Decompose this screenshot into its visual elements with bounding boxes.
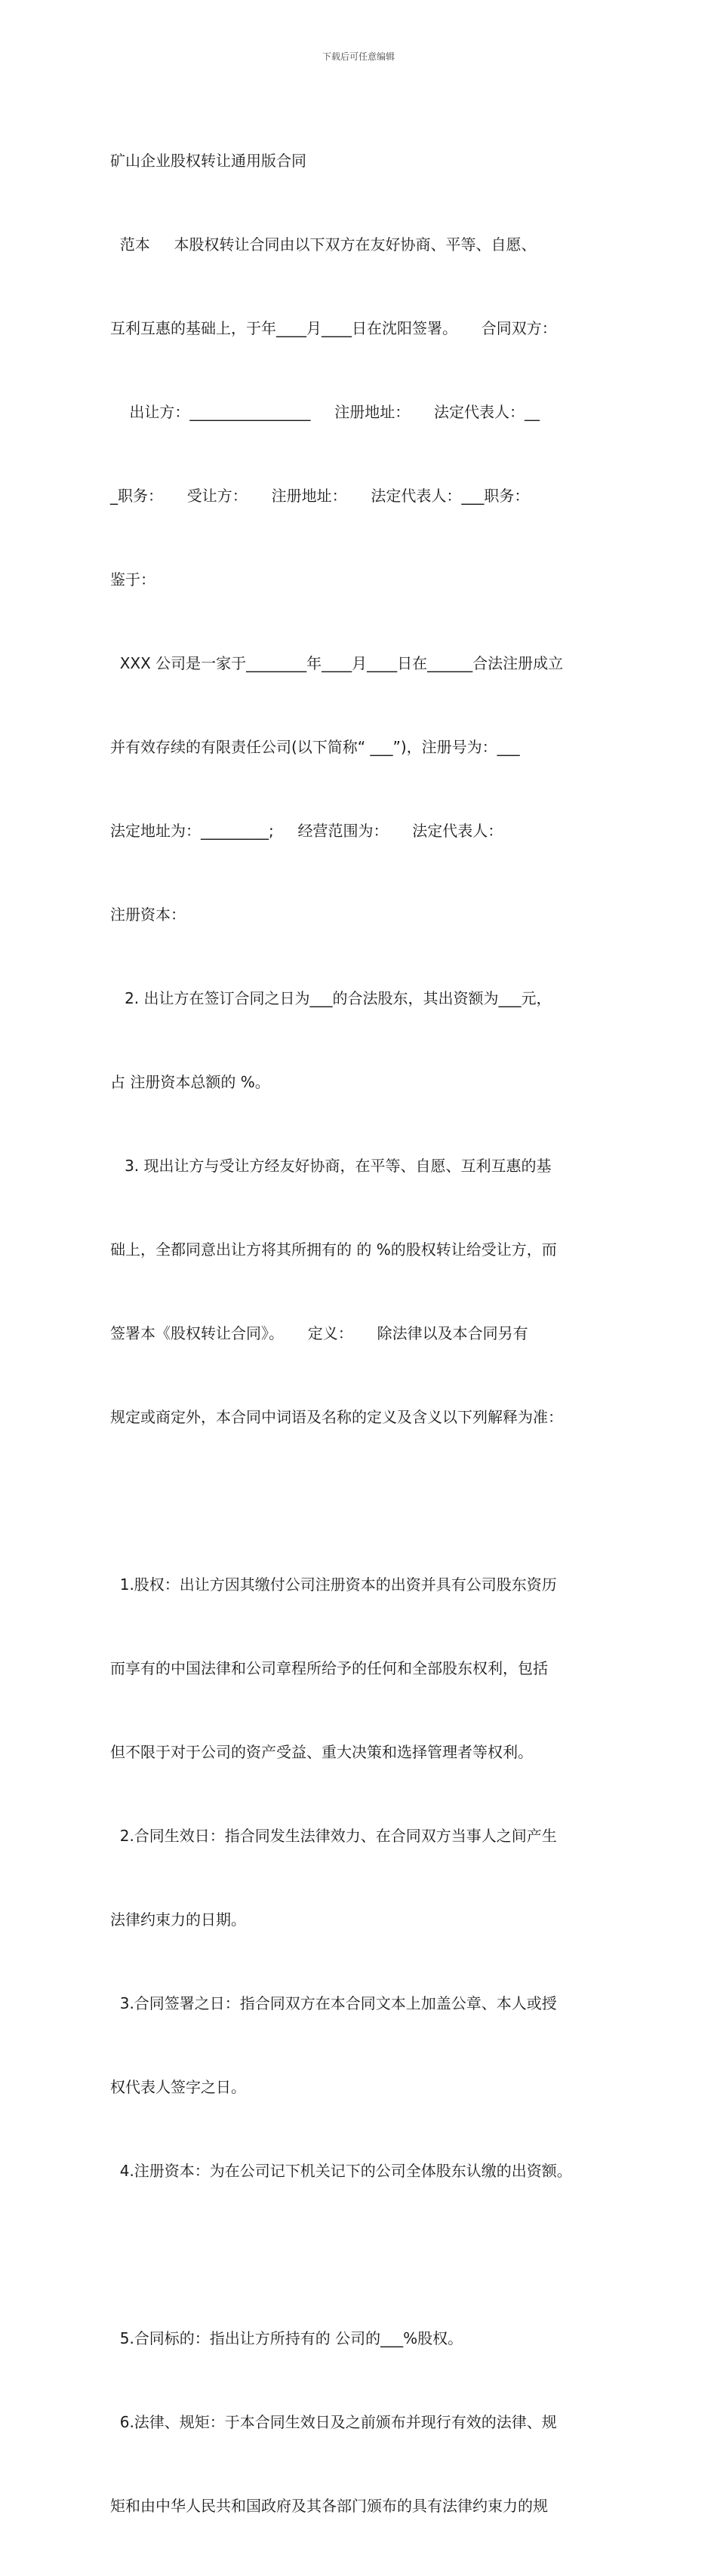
- text-line: 3.合同签署之日：指合同双方在本合同文本上加盖公章、本人或授: [110, 1994, 557, 2012]
- text-line: 权代表人签字之日。: [110, 2078, 246, 2096]
- text-line: 法定地址为：_________; 经营范围为： 法定代表人：: [110, 822, 503, 840]
- text-line: 4.注册资本：为在公司记下机关记下的公司全体股东认缴的出资额。: [110, 2162, 572, 2180]
- text-line: 3. 现出让方与受让方经友好协商，在平等、自愿、互利互惠的基: [110, 1157, 552, 1175]
- document-body: [110, 91, 623, 2576]
- text-line: 规定或商定外，本合同中词语及名称的定义及含义以下列解释为准：: [110, 1408, 563, 1426]
- text-line: 并有效存续的有限责任公司(以下简称“ ___”)，注册号为：___: [110, 738, 520, 756]
- text-line: 出让方：________________ 注册地址： 法定代表人：__: [110, 403, 540, 421]
- text-line: 互利互惠的基础上，于年____月____日在沈阳签署。 合同双方：: [110, 319, 557, 337]
- text-line: 矩和由中华人民共和国政府及其各部门颁布的具有法律约束力的规: [110, 2497, 548, 2515]
- text-line: 6.法律、规矩：于本合同生效日及之前颁布并现行有效的法律、规: [110, 2413, 557, 2431]
- text-line: 1.股权：出让方因其缴付公司注册资本的出资并具有公司股东资历: [110, 1575, 557, 1594]
- text-line: 注册资本：: [110, 905, 186, 924]
- document-title: 矿山企业股权转让通用版合同: [110, 152, 306, 170]
- text-line: 而享有的中国法律和公司章程所给予的任何和全部股东权利，包括: [110, 1659, 548, 1677]
- text-line: 2. 出让方在签订合同之日为___的合法股东，其出资额为___元，: [110, 989, 552, 1007]
- text-line: 法律约束力的日期。: [110, 1910, 246, 1929]
- text-line: 但不限于对于公司的资产受益、重大决策和选择管理者等权利。: [110, 1743, 533, 1761]
- text-line: 签署本《股权转让合同》。 定义： 除法律以及本合同另有: [110, 1324, 528, 1342]
- text-line: 2.合同生效日：指合同发生法律效力、在合同双方当事人之间产生: [110, 1827, 557, 1845]
- text-line: 5.合同标的：指出让方所持有的 公司的___%股权。: [110, 2329, 463, 2347]
- text-line: 础上，全都同意出让方将其所拥有的 的 %的股权转让给受让方，而: [110, 1240, 557, 1259]
- blank-line: [110, 2241, 623, 2269]
- text-line: _职务： 受让方： 注册地址： 法定代表人：___职务：: [110, 487, 530, 505]
- blank-line: [110, 1487, 623, 1515]
- text-line: 占 注册资本总额的 %。: [110, 1073, 270, 1091]
- header-note: 下载后可任意编辑: [322, 51, 395, 62]
- text-line: XXX 公司是一家于________年____月____日在______合法注册成立: [110, 654, 564, 672]
- text-line: 鉴于：: [110, 570, 155, 589]
- text-line: 范本 本股权转让合同由以下双方在友好协商、平等、自愿、: [110, 235, 537, 254]
